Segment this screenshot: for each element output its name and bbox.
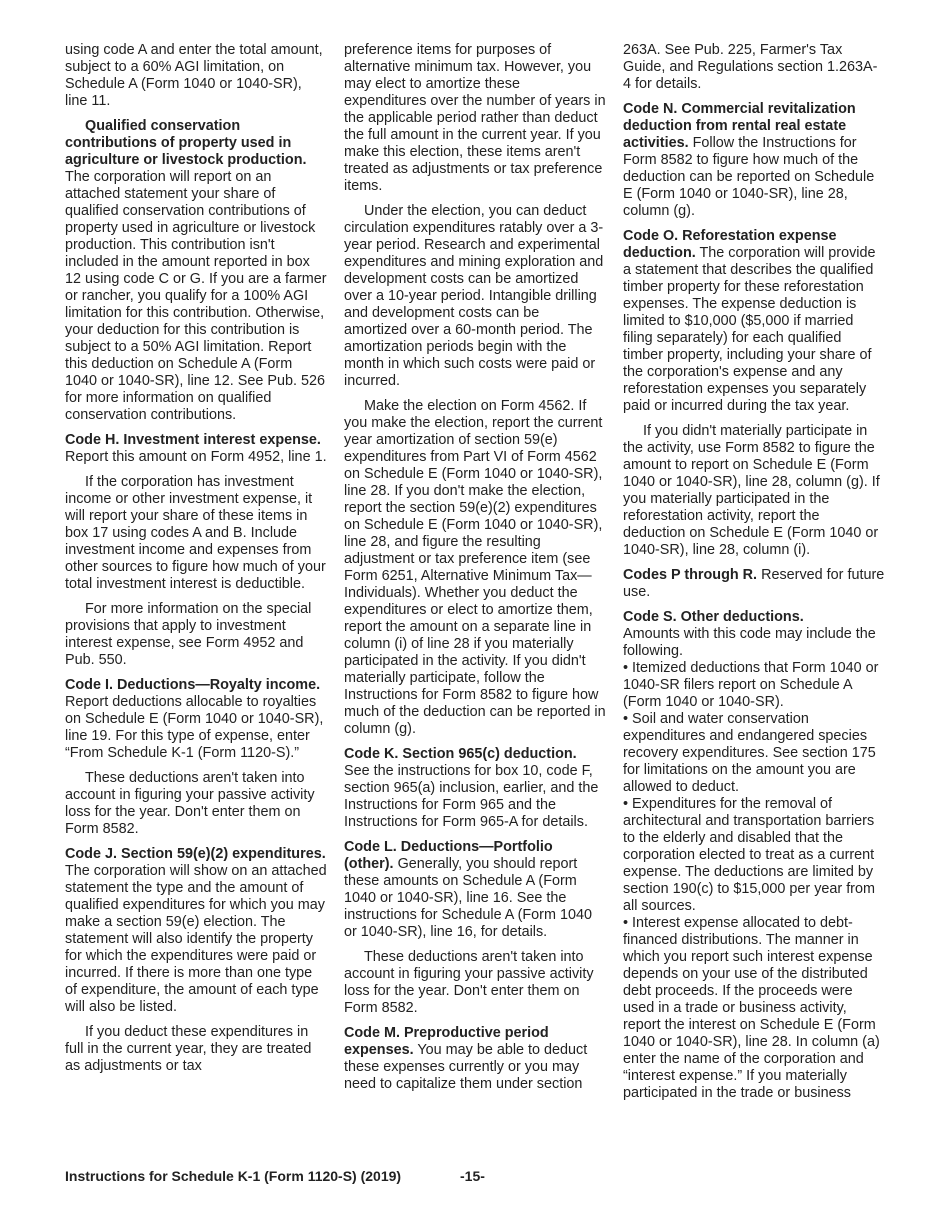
bullet-item: • Interest expense allocated to debt-financed distributions. The manner in which you report such interest expense depends on your use of the distributed debt proceeds. If the proceeds were used in a trade or business activity, report the interest on Schedule E (Form 1040 or 1040-SR), line 28. In column (a) enter the name of the corporation and “interest expense.” If you materially participated in the trade or business	[623, 915, 885, 1102]
paragraph: If the corporation has investment income or other investment expense, it will report your share of these items in box 17 using codes A and B. Include investment income and expenses from other sources to figure how much of your total investment interest is deductible.	[65, 474, 326, 592]
section-heading: Code O. Reforestation expense deduction.	[623, 228, 837, 261]
section-body: Follow the Instructions for Form 8582 to figure how much of the deduction can be reported on Schedule E (Form 1040 or 1040-SR), line 28, column (g).	[623, 135, 875, 219]
section-body: The corporation will show on an attached statement the type and the amount of qualified expenditures for which you may make a section 59(e) election. The statement will also identify the property for which the expenditures were paid or incurred. If there is more than one type of expenditure, the amount of each type will also be listed.	[65, 863, 327, 1015]
section-body: Generally, you should report these amounts on Schedule A (Form 1040 or 1040-SR), line 16. See the instructions for Schedule A (Form 1040 or 1040-SR), line 16, for details.	[344, 856, 592, 940]
code-k-section	[344, 746, 606, 831]
code-h-section	[65, 432, 327, 466]
paragraph: If you deduct these expenditures in full in the current year, they are treated as adjustments or tax	[65, 1024, 312, 1074]
paragraph: Under the election, you can deduct circulation expenditures ratably over a 3-year period. Research and experimental expenditures and mining exploration and development costs can be amortized over a 10-year period. Intangible drilling and development costs can be amortized over a 60-month period. The amortization periods begin with the month in which such costs were paid or incurred.	[344, 203, 604, 389]
section-heading: Code K. Section 965(c) deduction.	[344, 746, 577, 762]
section-heading: Code N. Commercial revitalization deduction from rental real estate activities.	[623, 101, 856, 151]
paragraph: If you didn't materially participate in the activity, use Form 8582 to figure the amount to report on Schedule E (Form 1040 or 1040-SR), line 28, column (g). If you materially participated in the reforestation activity, report the deduction on Schedule E (Form 1040 or 1040-SR), line 28, column (i).	[623, 423, 880, 558]
section-heading: Code L. Deductions—Portfolio (other).	[344, 839, 553, 872]
section-body: See the instructions for box 10, code F, section 965(a) inclusion, earlier, and the Instructions for Form 965 and the Instructions for Form 965-A for details.	[344, 763, 599, 830]
code-s-heading	[623, 609, 885, 626]
section-heading: Code J. Section 59(e)(2) expenditures.	[65, 846, 326, 862]
paragraph: preference items for purposes of alternative minimum tax. However, you may elect to amortize these expenditures over the number of years in the applicable period rather than deduct the full amount in the current year. If you make this election, these items aren't treated as adjustments or tax preference items.	[344, 42, 606, 194]
column-1	[65, 42, 327, 1083]
code-m-section	[344, 1025, 606, 1093]
code-o-section	[623, 228, 885, 415]
code-j-section	[65, 846, 327, 1016]
bullet-item: • Expenditures for the removal of architectural and transportation barriers to the elderly and disabled that the corporation elected to treat as a current expense. The deductions are limited by section 190(c) to $15,000 per year from all sources.	[623, 796, 885, 915]
section-heading: Code H. Investment interest expense.	[65, 432, 321, 448]
section-body: Reserved for future use.	[623, 567, 885, 600]
page-number: -15-	[460, 1168, 485, 1184]
paragraph: Amounts with this code may include the following.	[623, 626, 876, 659]
section-body: You may be able to deduct these expenses currently or you may need to capitalize them under section	[344, 1042, 588, 1092]
section-heading: Code S. Other deductions.	[623, 609, 804, 625]
section-heading: Code I. Deductions—Royalty income.	[65, 677, 321, 693]
section-heading: Codes P through R.	[623, 567, 758, 583]
footer-title: Instructions for Schedule K-1 (Form 1120-S) (2019)	[65, 1168, 402, 1184]
paragraph: These deductions aren't taken into account in figuring your passive activity loss for the year. Don't enter them on Form 8582.	[65, 770, 315, 837]
paragraph: For more information on the special provisions that apply to investment interest expense, see Form 4952 and Pub. 550.	[65, 601, 312, 668]
paragraph: Make the election on Form 4562. If you make the election, report the current year amortization of section 59(e) expenditures from Part VI of Form 4562 on Schedule E (Form 1040 or 1040-SR), line 28. If you don't make the election, report the section 59(e)(2) expenditures on Schedule E (Form 1040 or 1040-SR), line 28, and figure the resulting adjustment or tax preference item (see Form 6251, Alternative Minimum Tax—Individuals). Whether you deduct the expenditures or elect to amortize them, report the amount on a separate line in column (i) of line 28 if you materially participated in the activity. If you didn't materially participate, follow the Instructions for Form 8582 to figure how much of the deduction can be reported in column (g).	[344, 398, 606, 737]
section-body: Report deductions allocable to royalties on Schedule E (Form 1040 or 1040-SR), line 19. For this type of expense, enter “From Schedule K-1 (Form 1120-S).”	[65, 694, 324, 761]
code-l-section	[344, 839, 606, 941]
paragraph: These deductions aren't taken into account in figuring your passive activity loss for the year. Don't enter them on Form 8582.	[344, 949, 594, 1016]
bullet-item: • Itemized deductions that Form 1040 or 1040-SR filers report on Schedule A (Form 1040 or 1040-SR).	[623, 660, 885, 711]
section-heading: Qualified conservation contributions of property used in agriculture or livestock production.	[65, 118, 307, 168]
codes-p-r-section	[623, 567, 885, 601]
paragraph: using code A and enter the total amount, subject to a 60% AGI limitation, on Schedule A (Form 1040 or 1040-SR), line 11.	[65, 42, 323, 109]
section-body: Report this amount on Form 4952, line 1.	[65, 449, 327, 465]
section-body: The corporation will report on an attached statement your share of qualified conservation contributions of property used in agriculture or livestock production. This contribution isn't included in the amount reported in box 12 using code C or G. If you are a farmer or rancher, you qualify for a 100% AGI limitation for this contribution. Otherwise, your deduction for this contribution is subject to a 50% AGI limitation. Report this deduction on Schedule A (Form 1040 or 1040-SR), line 12. See Pub. 526 for more information on qualified conservation contributions.	[65, 169, 327, 423]
code-n-section	[623, 101, 885, 220]
code-i-section	[65, 677, 327, 762]
section-body: The corporation will provide a statement that describes the qualified timber property for these reforestation expenses. The expense deduction is limited to $10,000 ($5,000 if married filing separately) for each qualified timber property, including your share of the corporation's expense and any reforestation expenses you separately paid or incurred during the tax year.	[623, 245, 876, 414]
qualified-conservation-section	[65, 118, 327, 424]
column-2	[344, 42, 606, 1101]
column-3	[623, 42, 885, 1102]
section-heading: Code M. Preproductive period expenses.	[344, 1025, 549, 1058]
bullet-item: • Soil and water conservation expenditures and endangered species recovery expenditures. See section 175 for limitations on the amount you are allowed to deduct.	[623, 711, 885, 796]
paragraph: 263A. See Pub. 225, Farmer's Tax Guide, and Regulations section 1.263A-4 for details.	[623, 42, 878, 92]
